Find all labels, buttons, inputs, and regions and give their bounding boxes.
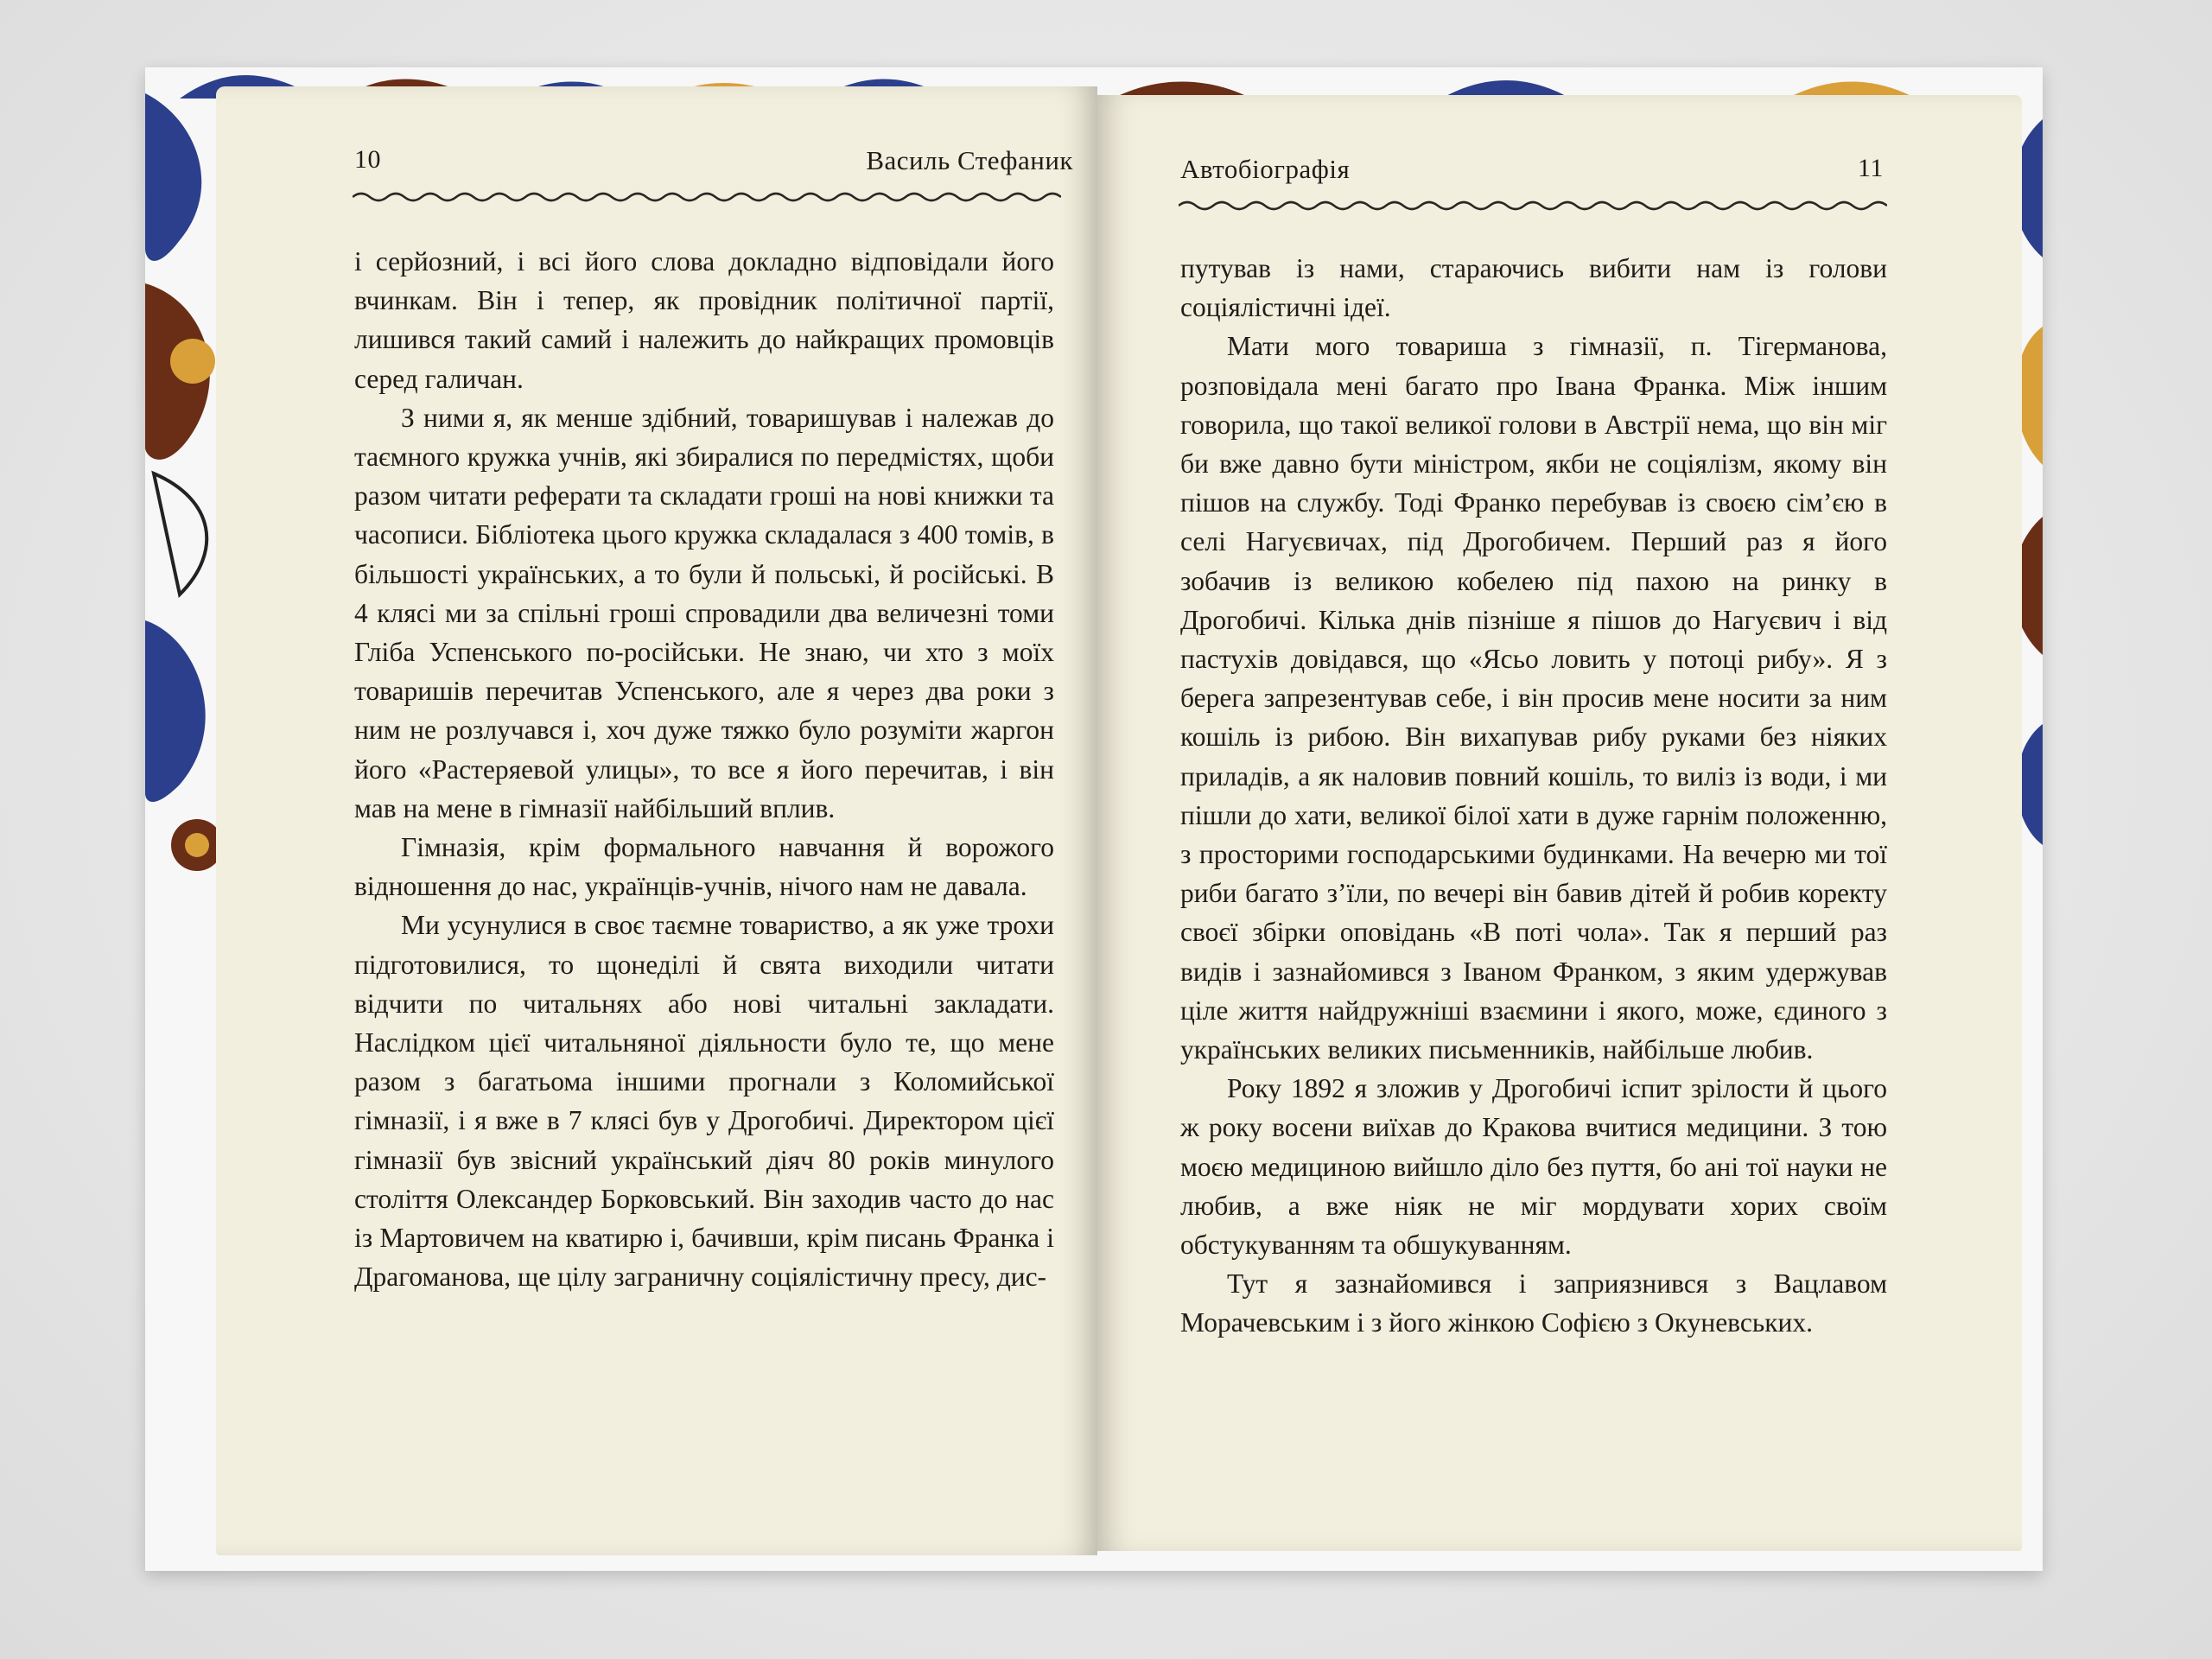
paragraph: і серйозний, і всі його слова докладно відповідали його вчинкам. Він і тепер, як провідник політичної партії, лишився такий самий і належить до найкращих промовців серед галичан. xyxy=(354,246,1054,394)
paragraph: Ми усунулися в своє таємне товариство, а як уже трохи підготовилися, то щонеділі й свята виходили читати відчити по читальнях або нові читальні закладати. Наслідком цієї читальняної діяльности було те, що мене разом з багатьома іншими прогнали з Коломийської гімназії, і я вже в 7 клясі був у Дрогобичі. Директором цієї гімназії був звісний український діяч 80 років минулого століття Олександер Борковський. Він заходив часто до нас із Мартовичем на кватирю і, бачивши, крім писань Франка і Драгоманова, ще цілу заграничну соціялістичну пресу, дис- xyxy=(354,910,1054,1293)
paragraph: З ними я, як менше здібний, товаришував і належав до таємного кружка учнів, які збиралися по передмістях, щоби разом читати реферати та складати гроші на нові книжки та часописи. Бібліотека цього кружка складалася з 400 томів, в більшості українських, а то були й польські, й російські. В 4 клясі ми за спільні гроші спровадили два величезні томи Гліба Успенського по-російськи. Не знаю, чи хто з моїх товаришів перечитав Успенського, але я через два роки з ним не розлучався і, хоч дуже тяжко було розуміти жаргон його «Растеряевой улицы», то все я його перечитав, і він мав на мене в гімназії найбільший вплив. xyxy=(354,402,1054,823)
paragraph: путував із нами, стараючись вибити нам із голови соціялістичні ідеї. xyxy=(1180,253,1887,323)
page-body xyxy=(1180,249,1887,1343)
paragraph: Гімназія, крім формального навчання й ворожого відношення до нас, українців-учнів, нічого нам не давала. xyxy=(354,832,1054,902)
paragraph: Року 1892 я зложив у Дрогобичі іспит зрілости й цього ж року восени виїхав до Кракова вчитися медицини. З тою моєю медициною вийшло діло без пуття, бо ані тої науки не любив, а вже ніяк не міг мордувати хорих своїм обстукуванням та обшукуванням. xyxy=(1180,1073,1887,1261)
running-head: Автобіографія xyxy=(1180,154,1351,184)
paragraph: Мати мого товариша з гімназії, п. Тігерманова, розповідала мені багато про Івана Франка. Між іншим говорила, що такої великої голови в Австрії нема, що він міг би вже давно бути міністром, якби не соціялізм, якому він пішов на службу. Тоді Франко перебував із своєю сім’єю в селі Нагуєвичах, під Дрогобичем. Перший раз я його зобачив із великою кобелею під пахою на ринку в Дрогобичі. Кілька днів пізніше я пішов до Нагуєвич і від пастухів довідався, що «Ясьо ловить у потоці рибу». Я з берега запрезентував себе, і він просив мене носити за ним кошіль із рибою. Він вихапував рибу руками без ніяких приладів, а як наловив повний кошіль, то виліз із води, і ми пішли до хати, великої білої хати в дуже гарнім положенню, з просторими господарськими будинками. На вечерю ми тої риби багато з’їли, по вечері він бавив дітей й робив коректу своєї збірки оповідань «В поті чола». Так я перший раз видів і зазнайомився з Іваном Франком, з яким удержував ціле життя найдружніші взаємини і якого, може, єдиного з українських великих письменників, найбільше любив. xyxy=(1180,331,1887,1065)
running-head: Василь Стефаник xyxy=(866,145,1073,175)
page-number: 10 xyxy=(354,145,381,174)
header-rule-wave xyxy=(353,188,1061,206)
left-page xyxy=(216,86,1097,1555)
page-body xyxy=(354,242,1054,1296)
page-number: 11 xyxy=(1858,154,1884,182)
header-rule-wave xyxy=(1179,197,1887,214)
paragraph: Тут я зазнайомився і заприязнився з Вацлавом Морачевським і з його жінкою Софією з Окуневських. xyxy=(1180,1268,1887,1338)
right-page xyxy=(1097,95,2022,1551)
